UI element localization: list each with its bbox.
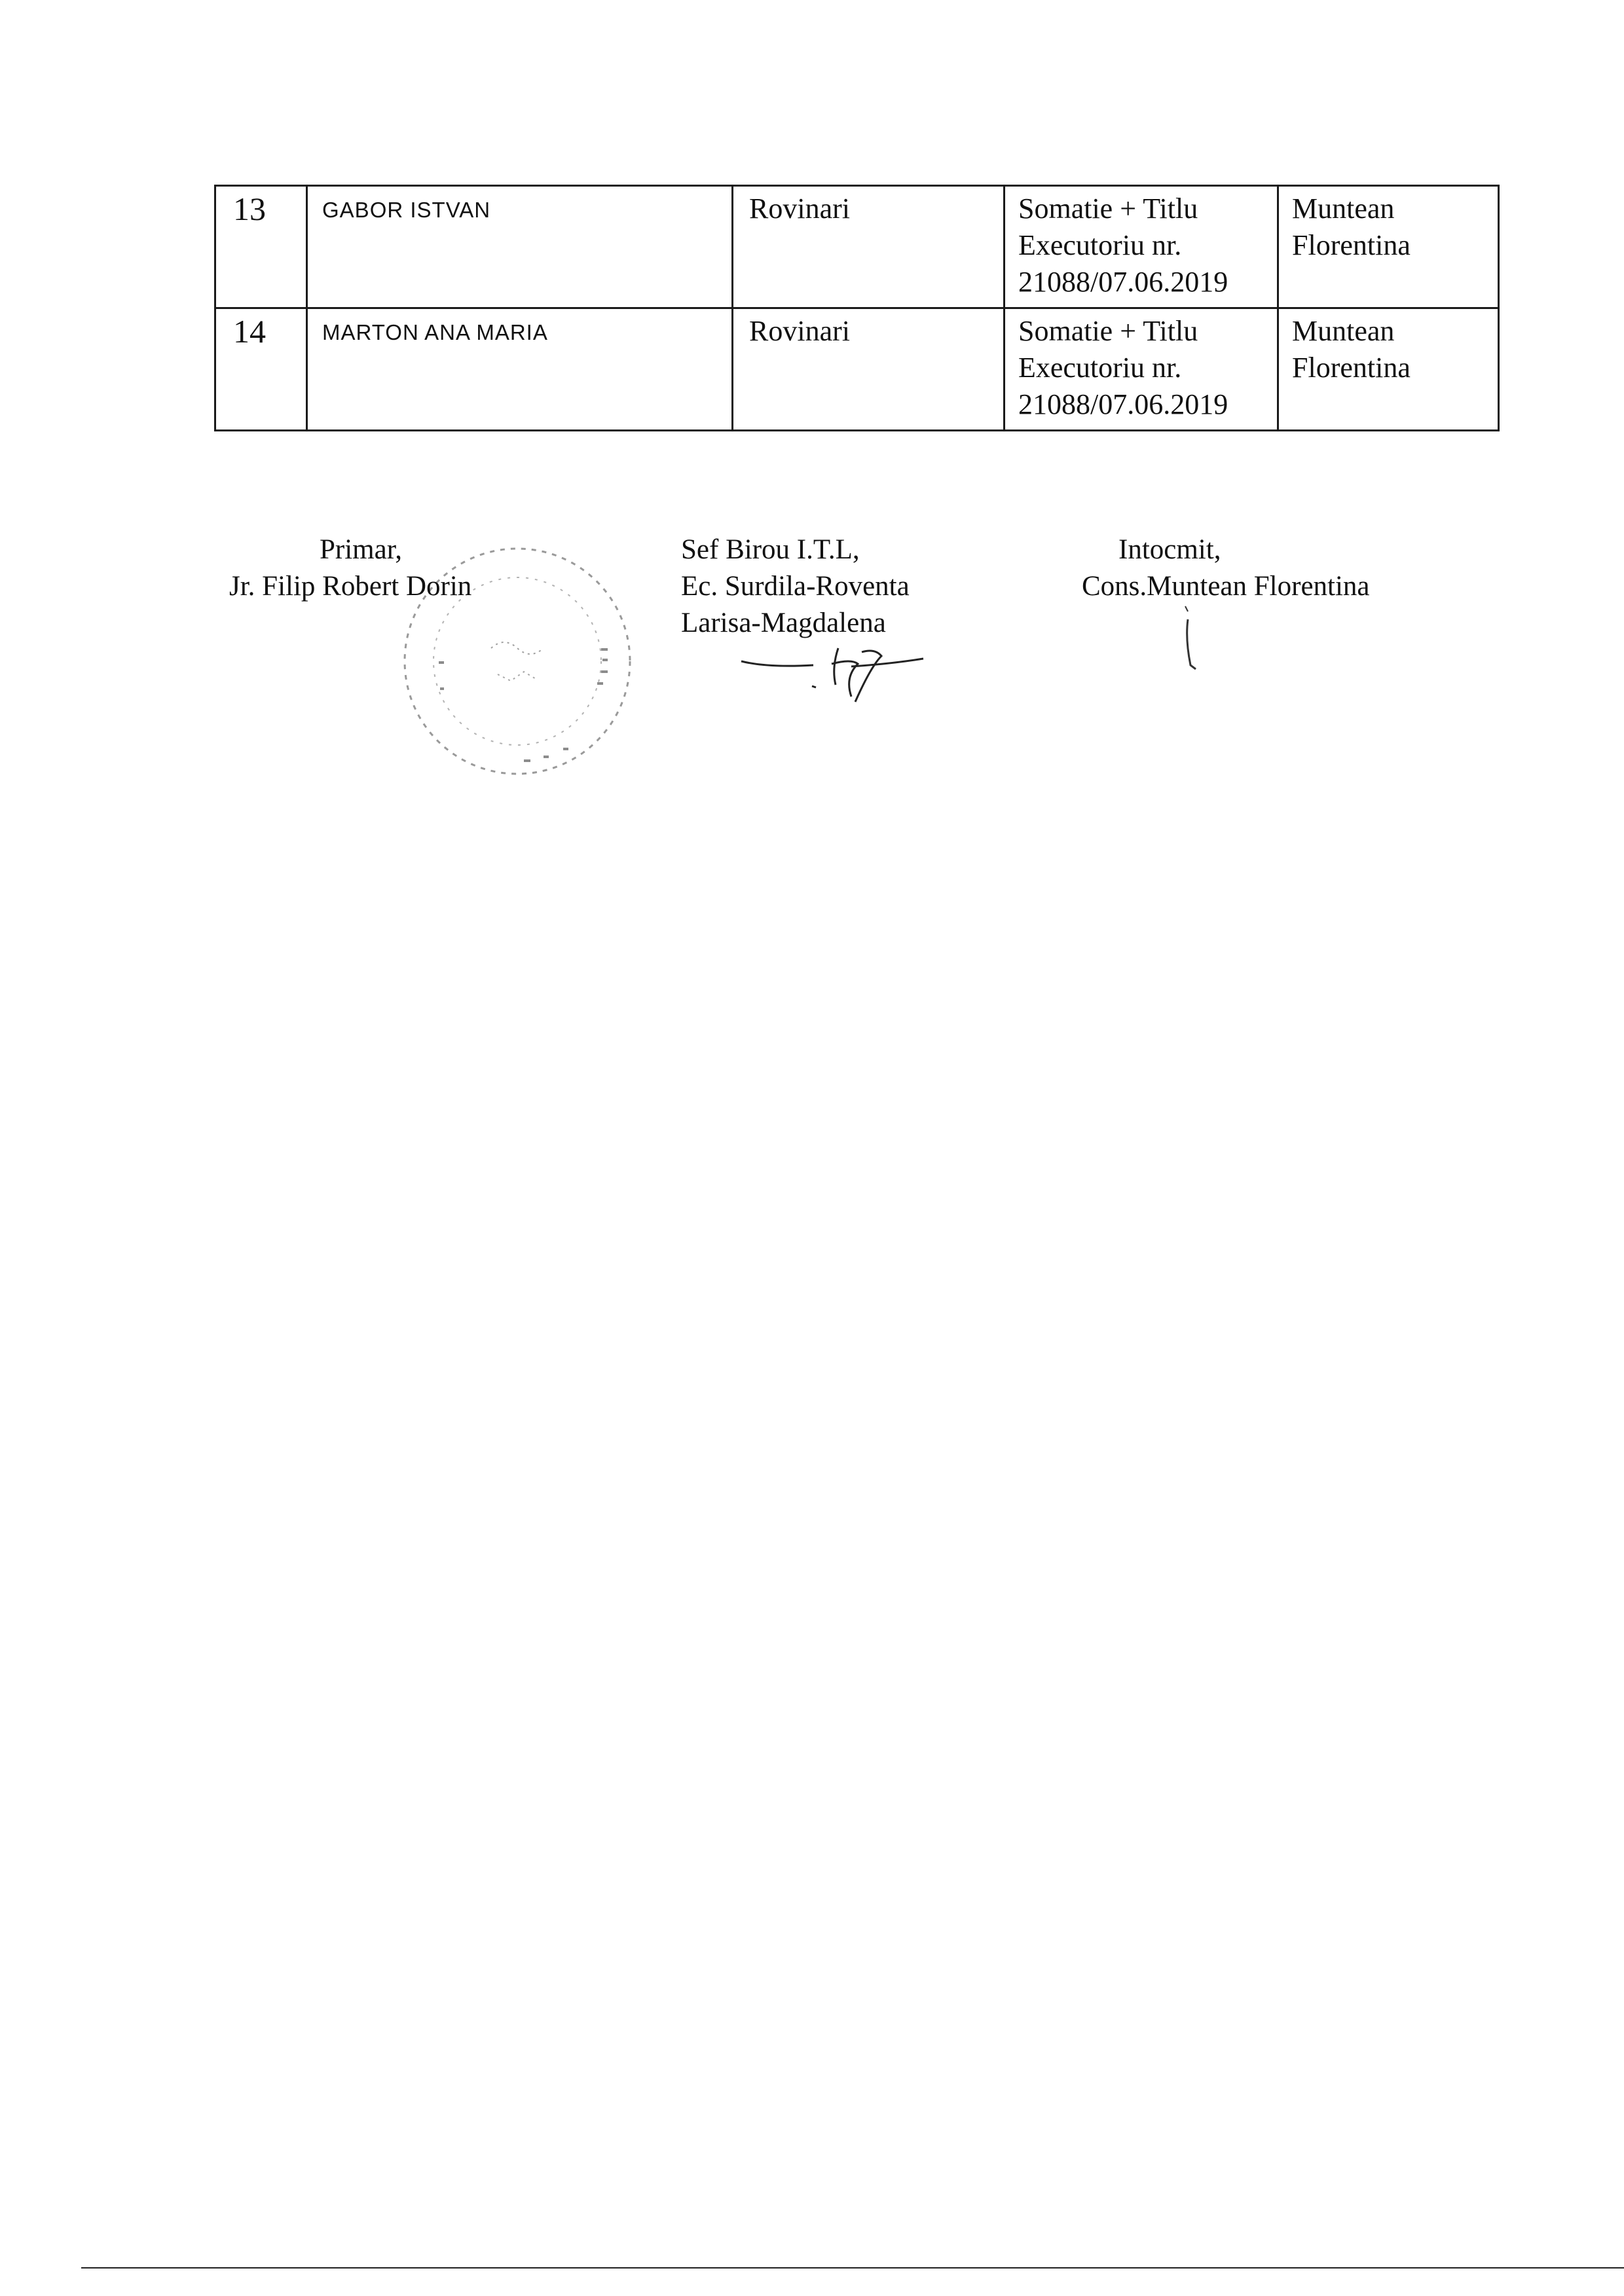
signatory-name: Jr. Filip Robert Dorin: [229, 571, 472, 602]
footer-rule: [81, 2267, 1624, 2269]
table-row: [215, 308, 1499, 431]
person-name: GABOR ISTVAN: [307, 186, 733, 308]
row-number: 14: [215, 308, 307, 431]
responsible-line: Muntean: [1292, 315, 1395, 347]
records-table: [214, 185, 1500, 431]
row-number: 13: [215, 186, 307, 308]
responsible-person: [1278, 308, 1499, 431]
table-row: [215, 186, 1499, 308]
signature-block-primar: [229, 532, 471, 605]
signatory-name: Cons.Muntean Florentina: [1082, 571, 1370, 602]
signatory-name: Larisa-Magdalena: [681, 608, 886, 638]
signatory-role: Sef Birou I.T.L,: [681, 534, 860, 565]
document-reference: [1005, 186, 1278, 308]
signatory-role: Intocmit,: [1118, 534, 1221, 565]
signature-block-sef-birou: [681, 532, 910, 642]
handwritten-signature-icon: [1179, 602, 1205, 674]
handwritten-signature-icon: [733, 635, 943, 707]
responsible-person: [1278, 186, 1499, 308]
document-line: Executoriu nr.: [1018, 352, 1182, 384]
locality: Rovinari: [733, 308, 1005, 431]
document-line: 21088/07.06.2019: [1018, 388, 1228, 420]
signature-block-intocmit: [1082, 532, 1370, 605]
locality: Rovinari: [733, 186, 1005, 308]
signatory-name: Ec. Surdila-Roventa: [681, 571, 910, 602]
document-reference: [1005, 308, 1278, 431]
document-line: Executoriu nr.: [1018, 229, 1182, 261]
responsible-line: Florentina: [1292, 229, 1411, 261]
person-name: MARTON ANA MARIA: [307, 308, 733, 431]
signatory-role: Primar,: [320, 534, 403, 565]
responsible-line: Florentina: [1292, 352, 1411, 384]
document-line: Somatie + Titlu: [1018, 192, 1198, 225]
document-line: Somatie + Titlu: [1018, 315, 1198, 347]
document-line: 21088/07.06.2019: [1018, 266, 1228, 298]
responsible-line: Muntean: [1292, 192, 1395, 225]
